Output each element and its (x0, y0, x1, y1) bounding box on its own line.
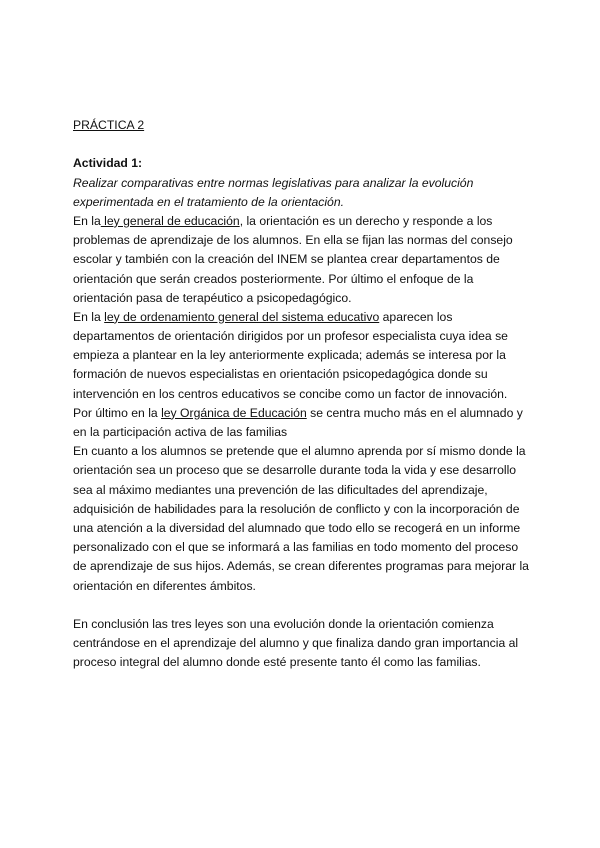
blank-line (73, 596, 543, 615)
paragraph-line: adquisición de habilidades para la resolución de conflicto y con la incorporación de (73, 501, 520, 516)
law-reference: ley de ordenamiento general del sistema educativo (104, 309, 380, 324)
paragraph-line: personalizado con el que se informará a las familias en todo momento del proceso (73, 540, 519, 555)
paragraph-line: proceso integral del alumno donde esté presente tanto él como las familias. (73, 655, 481, 670)
paragraph-line: sea al máximo mediantes una prevención de las dificultades del aprendizaje, (73, 482, 488, 497)
document-title: PRÁCTICA 2 (73, 118, 145, 132)
document-body (73, 116, 543, 672)
paragraph-line: orientación que serán creados posteriormente. Por último el enfoque de la (73, 271, 474, 286)
text-span: aparecen los (379, 309, 453, 324)
paragraph-line: intervención en los centros educativos se concibe como un factor de innovación. (73, 386, 508, 401)
paragraph-line: formación de nuevos especialistas en orientación psicopedagógica donde su (73, 367, 488, 382)
paragraph-line (73, 404, 543, 423)
paragraph-line: empieza a plantear en la ley anteriormente explicada; además se interesa por la (73, 348, 506, 363)
paragraph-line: orientación en diferentes ámbitos. (73, 578, 256, 593)
paragraph-line: de aprendizaje de sus hijos. Además, se crean diferentes programas para mejorar la (73, 559, 529, 574)
paragraph-line: escolar y también con la creación del INEM se plantea crear departamentos de (73, 252, 500, 267)
text-span: En la (73, 309, 105, 324)
paragraph-line: en la participación activa de las familias (73, 425, 288, 439)
law-reference: ley general de educación (100, 213, 240, 228)
paragraph-line: una atención a la diversidad del alumnado que todo ello se recogerá en un informe (73, 520, 521, 535)
paragraph-line: orientación pasa de terapéutico a psicopedagógico. (73, 290, 352, 305)
paragraph-line: En conclusión las tres leyes son una evolución donde la orientación comienza (73, 616, 494, 631)
text-span: Por último en la (73, 405, 162, 420)
instruction-line: experimentada en el tratamiento de la orientación. (73, 194, 344, 209)
text-span: se centra mucho más en el alumnado y (306, 405, 523, 420)
activity-heading: Actividad 1: (73, 156, 143, 171)
paragraph-line: orientación sea un proceso que se desarrolle durante toda la vida y ese desarrollo (73, 463, 517, 478)
law-reference: ley Orgánica de Educación (161, 405, 307, 420)
paragraph-line: departamentos de orientación dirigidos por un profesor especialista cuya idea se (73, 329, 508, 344)
paragraph-line: En cuanto a los alumnos se pretende que el alumno aprenda por sí mismo donde la (73, 444, 526, 459)
blank-line (73, 135, 543, 154)
paragraph-line: problemas de aprendizaje de los alumnos. En ella se fijan las normas del consejo (73, 233, 513, 248)
paragraph-line: centrándose en el aprendizaje del alumno y que finaliza dando gran importancia al (73, 636, 519, 651)
instruction-line: Realizar comparativas entre normas legislativas para analizar la evolución (73, 175, 474, 190)
paragraph-line (73, 212, 543, 231)
paragraph-line (73, 308, 543, 327)
text-span: , la orientación es un derecho y responde a los (239, 213, 493, 228)
text-span: En la (73, 213, 101, 228)
